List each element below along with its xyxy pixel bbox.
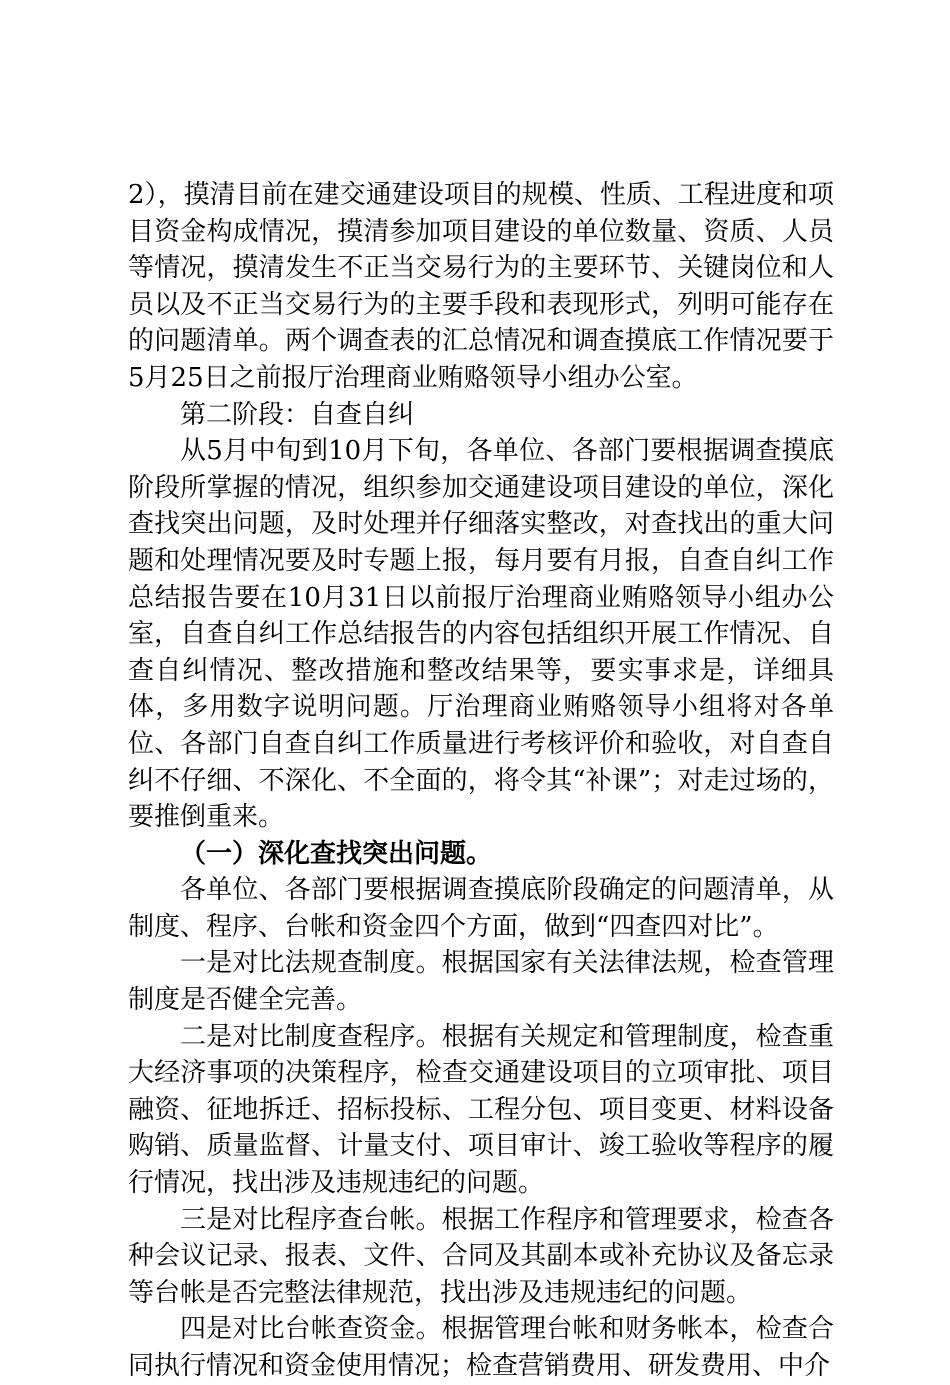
stage-two-title: 第二阶段：自查自纠: [180, 399, 415, 430]
paragraph-check-2: 二是对比制度查程序。根据有关规定和管理制度，检查重大经济事项的决策程序，检查交通建设项目的立项审批、项目融资、征地拆迁、招标投标、工程分包、项目变更、材料设备购销、质量监督、计量支付、项目审计、竣工验收等程序的履行情况，找出涉及违规违纪的问题。: [128, 1021, 834, 1199]
section-heading-1: （一）深化查找突出问题。: [180, 838, 493, 869]
paragraph-check-3: 三是对比程序查台帐。根据工作程序和管理要求，检查各种会议记录、报表、文件、合同及其副本或补充协议及备忘录等台帐是否完整法律规范，找出涉及违规违纪的问题。: [128, 1204, 834, 1308]
paragraph-four-checks: 各单位、各部门要根据调查摸底阶段确定的问题清单，从制度、程序、台帐和资金四个方面，做到“四查四对比”。: [128, 875, 834, 942]
paragraph-self-inspection: 从5月中旬到10月下旬，各单位、各部门要根据调查摸底阶段所掌握的情况，组织参加交通建设项目建设的单位，深化查找突出问题，及时处理并仔细落实整改，对查找出的重大问题和处理情况要及时专题上报，每月要有月报，自查自纠工作总结报告要在10月31日以前报厅治理商业贿赂领导小组办公室，自查自纠工作总结报告的内容包括组织开展工作情况、自查自纠情况、整改措施和整改结果等，要实事求是，详细具体，多用数字说明问题。厅治理商业贿赂领导小组将对各单位、各部门自查自纠工作质量进行考核评价和验收，对自查自纠不仔细、不深化、不全面的，将令其“补课”；对走过场的，要推倒重来。: [128, 436, 834, 833]
paragraph-survey-continued: 2），摸清目前在建交通建设项目的规模、性质、工程进度和项目资金构成情况，摸清参加项目建设的单位数量、资质、人员等情况，摸清发生不正当交易行为的主要环节、关键岗位和人员以及不正当交易行为的主要手段和表现形式，列明可能存在的问题清单。两个调查表的汇总情况和调查摸底工作情况要于5月25日之前报厅治理商业贿赂领导小组办公室。: [128, 180, 834, 393]
document-body: [128, 177, 834, 1385]
paragraph-check-4: 四是对比台帐查资金。根据管理台帐和财务帐本，检查合同执行情况和资金使用情况；检查营销费用、研发费用、中介: [128, 1314, 834, 1381]
paragraph-check-1: 一是对比法规查制度。根据国家有关法律法规，检查管理制度是否健全完善。: [128, 948, 834, 1016]
